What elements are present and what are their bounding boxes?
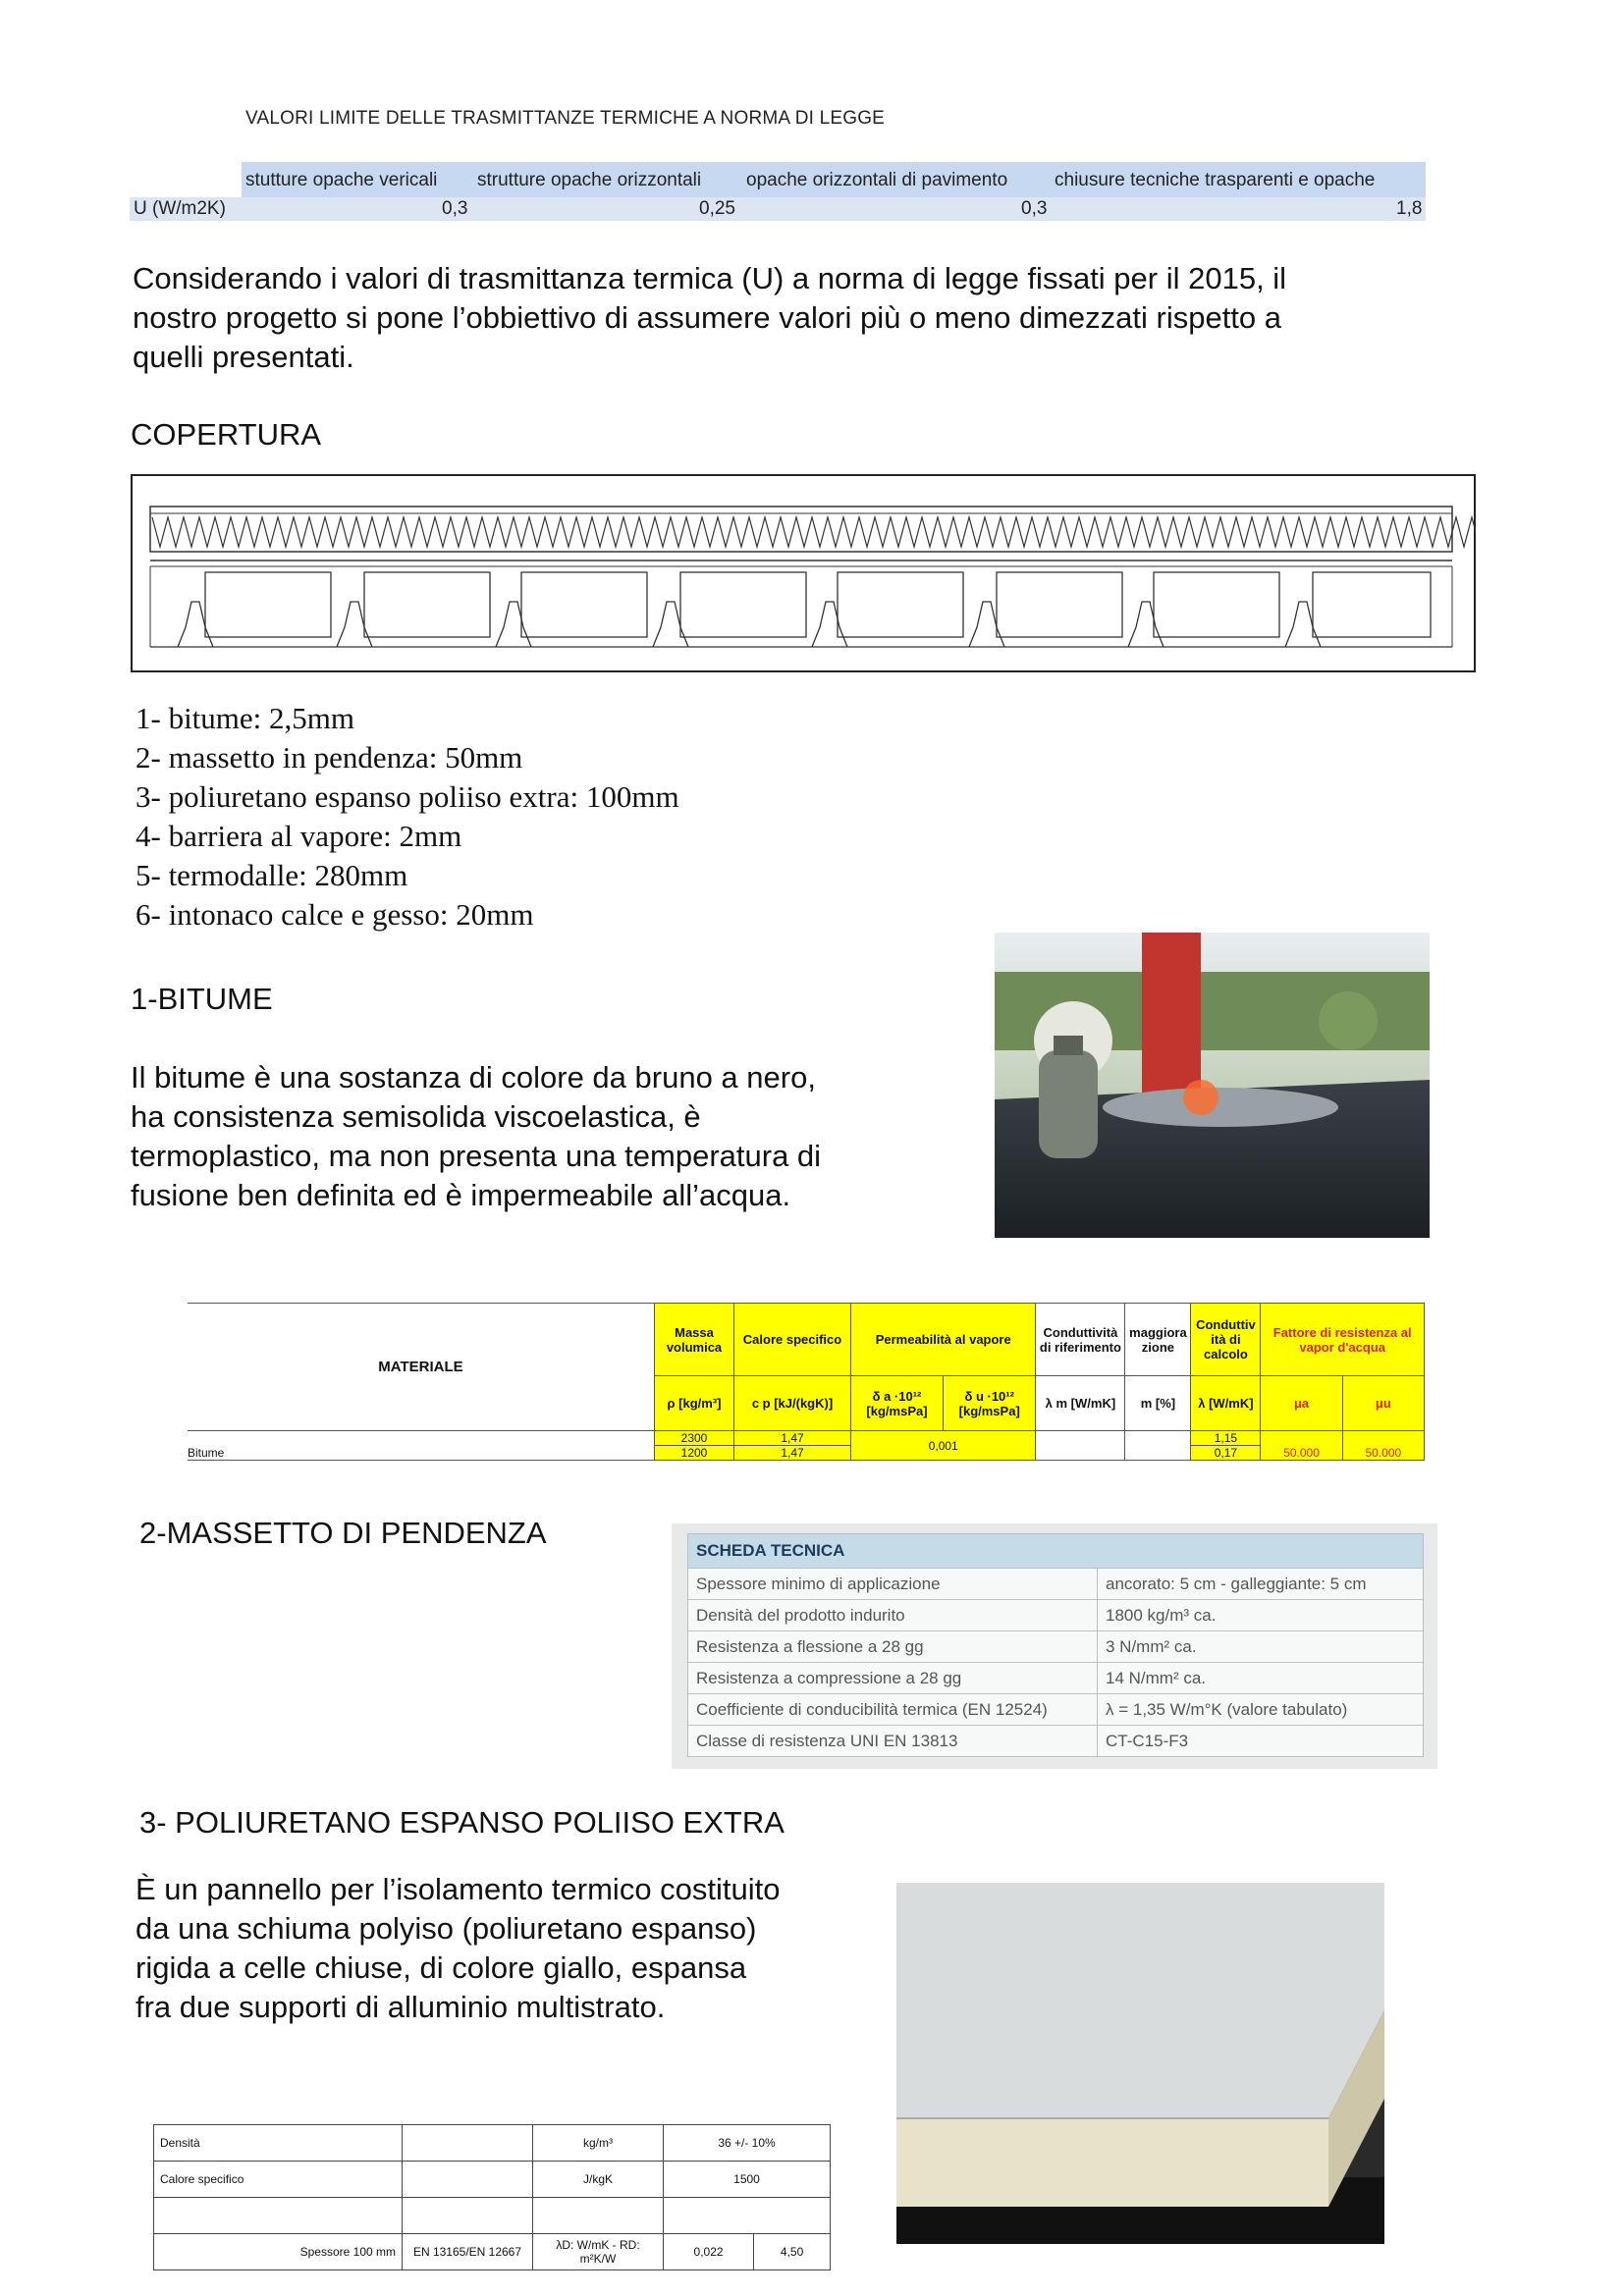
lambda-1: 1,15 xyxy=(1191,1431,1261,1446)
col-closures: chiusure tecniche trasparenti e opache xyxy=(1055,170,1376,190)
u-muu: μu xyxy=(1342,1376,1424,1431)
scheda-label: Densità del prodotto indurito xyxy=(688,1600,1098,1631)
massetto-heading: 2-MASSETTO DI PENDENZA xyxy=(139,1516,547,1550)
h-fattore: Fattore di resistenza al vapor d'acqua xyxy=(1261,1304,1425,1376)
cp-1: 1,47 xyxy=(734,1431,851,1446)
scheda-label: Resistenza a flessione a 28 gg xyxy=(688,1631,1098,1663)
layer-list xyxy=(135,699,679,934)
bitume-line: ha consistenza semisolida viscoelastica, è xyxy=(131,1099,701,1134)
limits-title: VALORI LIMITE DELLE TRASMITTANZE TERMICHE A NORMA DI LEGGE xyxy=(245,108,886,129)
poliuretano-line: È un pannello per l’isolamento termico costituito xyxy=(135,1872,781,1906)
bitume-photo xyxy=(995,933,1430,1238)
u-mua: μa xyxy=(1261,1376,1342,1431)
bitume-material-table xyxy=(188,1303,1425,1461)
scheda-value: 14 N/mm² ca. xyxy=(1098,1663,1424,1694)
pol-r3-unit: λD: W/mK - RD: m²K/W xyxy=(533,2234,664,2270)
intro-line: quelli presentati. xyxy=(133,340,354,374)
poliuretano-line: rigida a celle chiuse, di colore giallo, espansa xyxy=(135,1950,747,1985)
scheda-value: ancorato: 5 cm - galleggiante: 5 cm xyxy=(1098,1569,1424,1600)
pol-r1-val: 36 +/- 10% xyxy=(664,2125,831,2162)
polyiso-table xyxy=(153,2124,831,2270)
bitume-line: termoplastico, ma non presenta una temperatura di xyxy=(131,1139,822,1173)
layer-item: 2- massetto in pendenza: 50mm xyxy=(135,740,523,774)
scheda-label: Coefficiente di conducibilità termica (EN 12524) xyxy=(688,1694,1098,1726)
pol-r3-v1: 0,022 xyxy=(664,2234,754,2270)
u-l: λ [W/mK] xyxy=(1191,1376,1261,1431)
scheda-label: Spessore minimo di applicazione xyxy=(688,1569,1098,1600)
layer-item: 6- intonaco calce e gesso: 20mm xyxy=(135,897,534,932)
bitume-heading: 1-BITUME xyxy=(131,982,273,1016)
pol-r2-unit: J/kgK xyxy=(533,2162,664,2198)
col-floor: opache orizzontali di pavimento xyxy=(746,170,1008,190)
material-header: MATERIALE xyxy=(188,1304,655,1431)
bitume-line: Il bitume è una sostanza di colore da bruno a nero, xyxy=(131,1060,816,1095)
perm-value: 0,001 xyxy=(851,1431,1036,1461)
h-cond-calc: Conduttiv ità di calcolo xyxy=(1191,1304,1261,1376)
scheda-label: Classe di resistenza UNI EN 13813 xyxy=(688,1726,1098,1757)
scheda-tecnica xyxy=(672,1523,1437,1769)
pol-r3-norm: EN 13165/EN 12667 xyxy=(403,2234,533,2270)
pol-r1-label: Densità xyxy=(154,2125,403,2162)
poliuretano-paragraph xyxy=(135,1870,781,2027)
rho-1: 2300 xyxy=(655,1431,734,1446)
layer-item: 1- bitume: 2,5mm xyxy=(135,701,355,735)
u-table-header xyxy=(242,162,1426,197)
h-magg: maggiora zione xyxy=(1125,1304,1191,1376)
layer-item: 4- barriera al vapore: 2mm xyxy=(135,819,462,853)
bitume-paragraph xyxy=(131,1058,821,1215)
row-label: U (W/m2K) xyxy=(134,198,226,219)
rho-2: 1200 xyxy=(655,1446,734,1461)
muu-value: 50.000 xyxy=(1342,1431,1424,1461)
u-table-row xyxy=(130,197,1426,221)
h-massa: Massa volumica xyxy=(655,1304,734,1376)
h-cond-rif: Conduttività di riferimento xyxy=(1036,1304,1125,1376)
pol-r1-unit: kg/m³ xyxy=(533,2125,664,2162)
roof-section-drawing xyxy=(131,474,1476,672)
value-floor: 0,3 xyxy=(1021,198,1048,219)
scheda-value: 3 N/mm² ca. xyxy=(1098,1631,1424,1663)
layer-item: 3- poliuretano espanso poliiso extra: 100mm xyxy=(135,779,679,814)
scheda-title: SCHEDA TECNICA xyxy=(688,1534,1424,1569)
u-da: δ a ·10¹² [kg/msPa] xyxy=(851,1376,944,1431)
u-du: δ u ·10¹² [kg/msPa] xyxy=(944,1376,1036,1431)
lambda-2: 0,17 xyxy=(1191,1446,1261,1461)
poliuretano-heading: 3- POLIURETANO ESPANSO POLIISO EXTRA xyxy=(139,1805,785,1840)
row-bitume-name: Bitume xyxy=(188,1431,655,1461)
pol-r2-val: 1500 xyxy=(664,2162,831,2198)
value-horizontal: 0,25 xyxy=(699,198,735,219)
cp-2: 1,47 xyxy=(734,1446,851,1461)
copertura-heading: COPERTURA xyxy=(131,417,322,452)
pol-r3-label: Spessore 100 mm xyxy=(154,2234,403,2270)
scheda-value: 1800 kg/m³ ca. xyxy=(1098,1600,1424,1631)
value-closures: 1,8 xyxy=(1396,198,1423,219)
poliuretano-line: da una schiuma polyiso (poliuretano espanso) xyxy=(135,1911,757,1946)
h-perm: Permeabilità al vapore xyxy=(851,1304,1036,1376)
u-rho: ρ [kg/m³] xyxy=(655,1376,734,1431)
layer-item: 5- termodalle: 280mm xyxy=(135,858,408,892)
h-calore: Calore specifico xyxy=(734,1304,851,1376)
scheda-label: Resistenza a compressione a 28 gg xyxy=(688,1663,1098,1694)
scheda-value: CT-C15-F3 xyxy=(1098,1726,1424,1757)
pol-r2-label: Calore specifico xyxy=(154,2162,403,2198)
value-vertical: 0,3 xyxy=(442,198,468,219)
poliuretano-line: fra due supporti di alluminio multistrato. xyxy=(135,1990,666,2024)
intro-line: Considerando i valori di trasmittanza termica (U) a norma di legge fissati per il 2015, il xyxy=(133,261,1287,295)
intro-line: nostro progetto si pone l’obbiettivo di assumere valori più o meno dimezzati rispetto a xyxy=(133,300,1282,335)
bitume-line: fusione ben definita ed è impermeabile all’acqua. xyxy=(131,1178,791,1212)
col-vertical: stutture opache vericali xyxy=(245,170,438,190)
intro-paragraph xyxy=(133,259,1286,377)
pol-r3-v2: 4,50 xyxy=(754,2234,831,2270)
u-lm: λ m [W/mK] xyxy=(1036,1376,1125,1431)
scheda-value: λ = 1,35 W/m°K (valore tabulato) xyxy=(1098,1694,1424,1726)
u-m: m [%] xyxy=(1125,1376,1191,1431)
mua-value: 50.000 xyxy=(1261,1431,1342,1461)
u-cp: c p [kJ/(kgK)] xyxy=(734,1376,851,1431)
polyiso-panel-photo xyxy=(896,1883,1384,2244)
col-horizontal: strutture opache orizzontali xyxy=(477,170,702,190)
